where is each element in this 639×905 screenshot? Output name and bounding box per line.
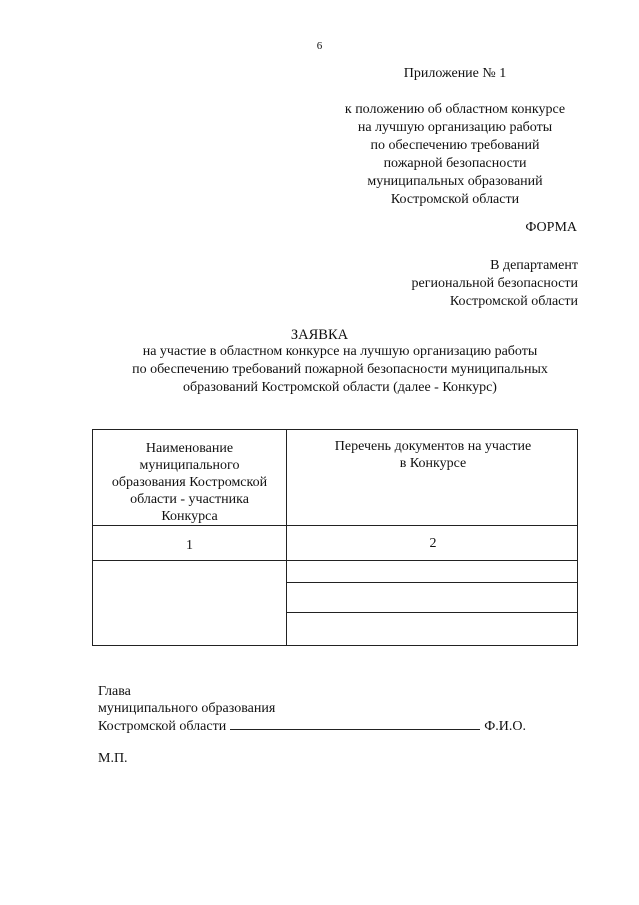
stamp-label: М.П. [98,751,128,766]
header-municipality-line: области - участника [130,492,249,507]
signature-title-line: Глава [98,684,131,699]
header-municipality-line: муниципального [139,458,240,473]
table-header-divider [93,525,577,526]
form-label: ФОРМА [525,220,577,235]
header-municipality-line: Наименование [145,441,234,456]
regulation-reference-line: на лучшую организацию работы [357,120,553,135]
column-number-2: 2 [429,536,437,551]
application-title: ЗАЯВКА [290,327,349,343]
signature-blank-line [230,717,480,730]
signature-name-label: Ф.И.О. [484,719,526,734]
application-subtitle-line: на участие в областном конкурсе на лучшую организацию работы [142,344,538,359]
signature-block [98,683,526,735]
column-number-1: 1 [186,538,193,553]
header-documents-line: в Конкурсе [399,456,467,471]
header-documents-list [287,438,579,472]
addressee-line: Костромской области [449,294,578,309]
signature-line-row [98,717,526,735]
regulation-reference-line: Костромской области [390,192,520,207]
regulation-reference-line: муниципальных образований [367,174,543,189]
header-municipality-line: Конкурса [161,509,218,524]
table-number-row-divider [93,560,577,561]
signature-title-line: муниципального образования [98,701,276,716]
application-subtitle-line: образований Костромской области (далее - Конкурс) [183,380,497,395]
application-subtitle [100,343,580,397]
addressee-line: В департамент [490,258,578,273]
regulation-reference-line: пожарной безопасности [383,156,527,171]
regulation-reference-line: к положению об областном конкурсе [344,102,566,117]
addressee-block [340,257,578,311]
signature-region-label: Костромской области [98,719,227,734]
addressee-line: региональной безопасности [411,276,578,291]
application-subtitle-line: по обеспечению требований пожарной безопасности муниципальных [132,362,548,377]
regulation-reference [330,101,580,209]
appendix-title: Приложение № 1 [403,66,507,81]
header-municipality-name [93,440,286,525]
regulation-reference-line: по обеспечению требований [370,138,540,153]
header-documents-line: Перечень документов на участие [334,439,532,454]
header-municipality-line: образования Костромской [111,475,268,490]
table-row-divider [286,582,577,583]
page-number: 6 [316,40,323,52]
documents-table [92,429,578,646]
table-row-divider [286,612,577,613]
